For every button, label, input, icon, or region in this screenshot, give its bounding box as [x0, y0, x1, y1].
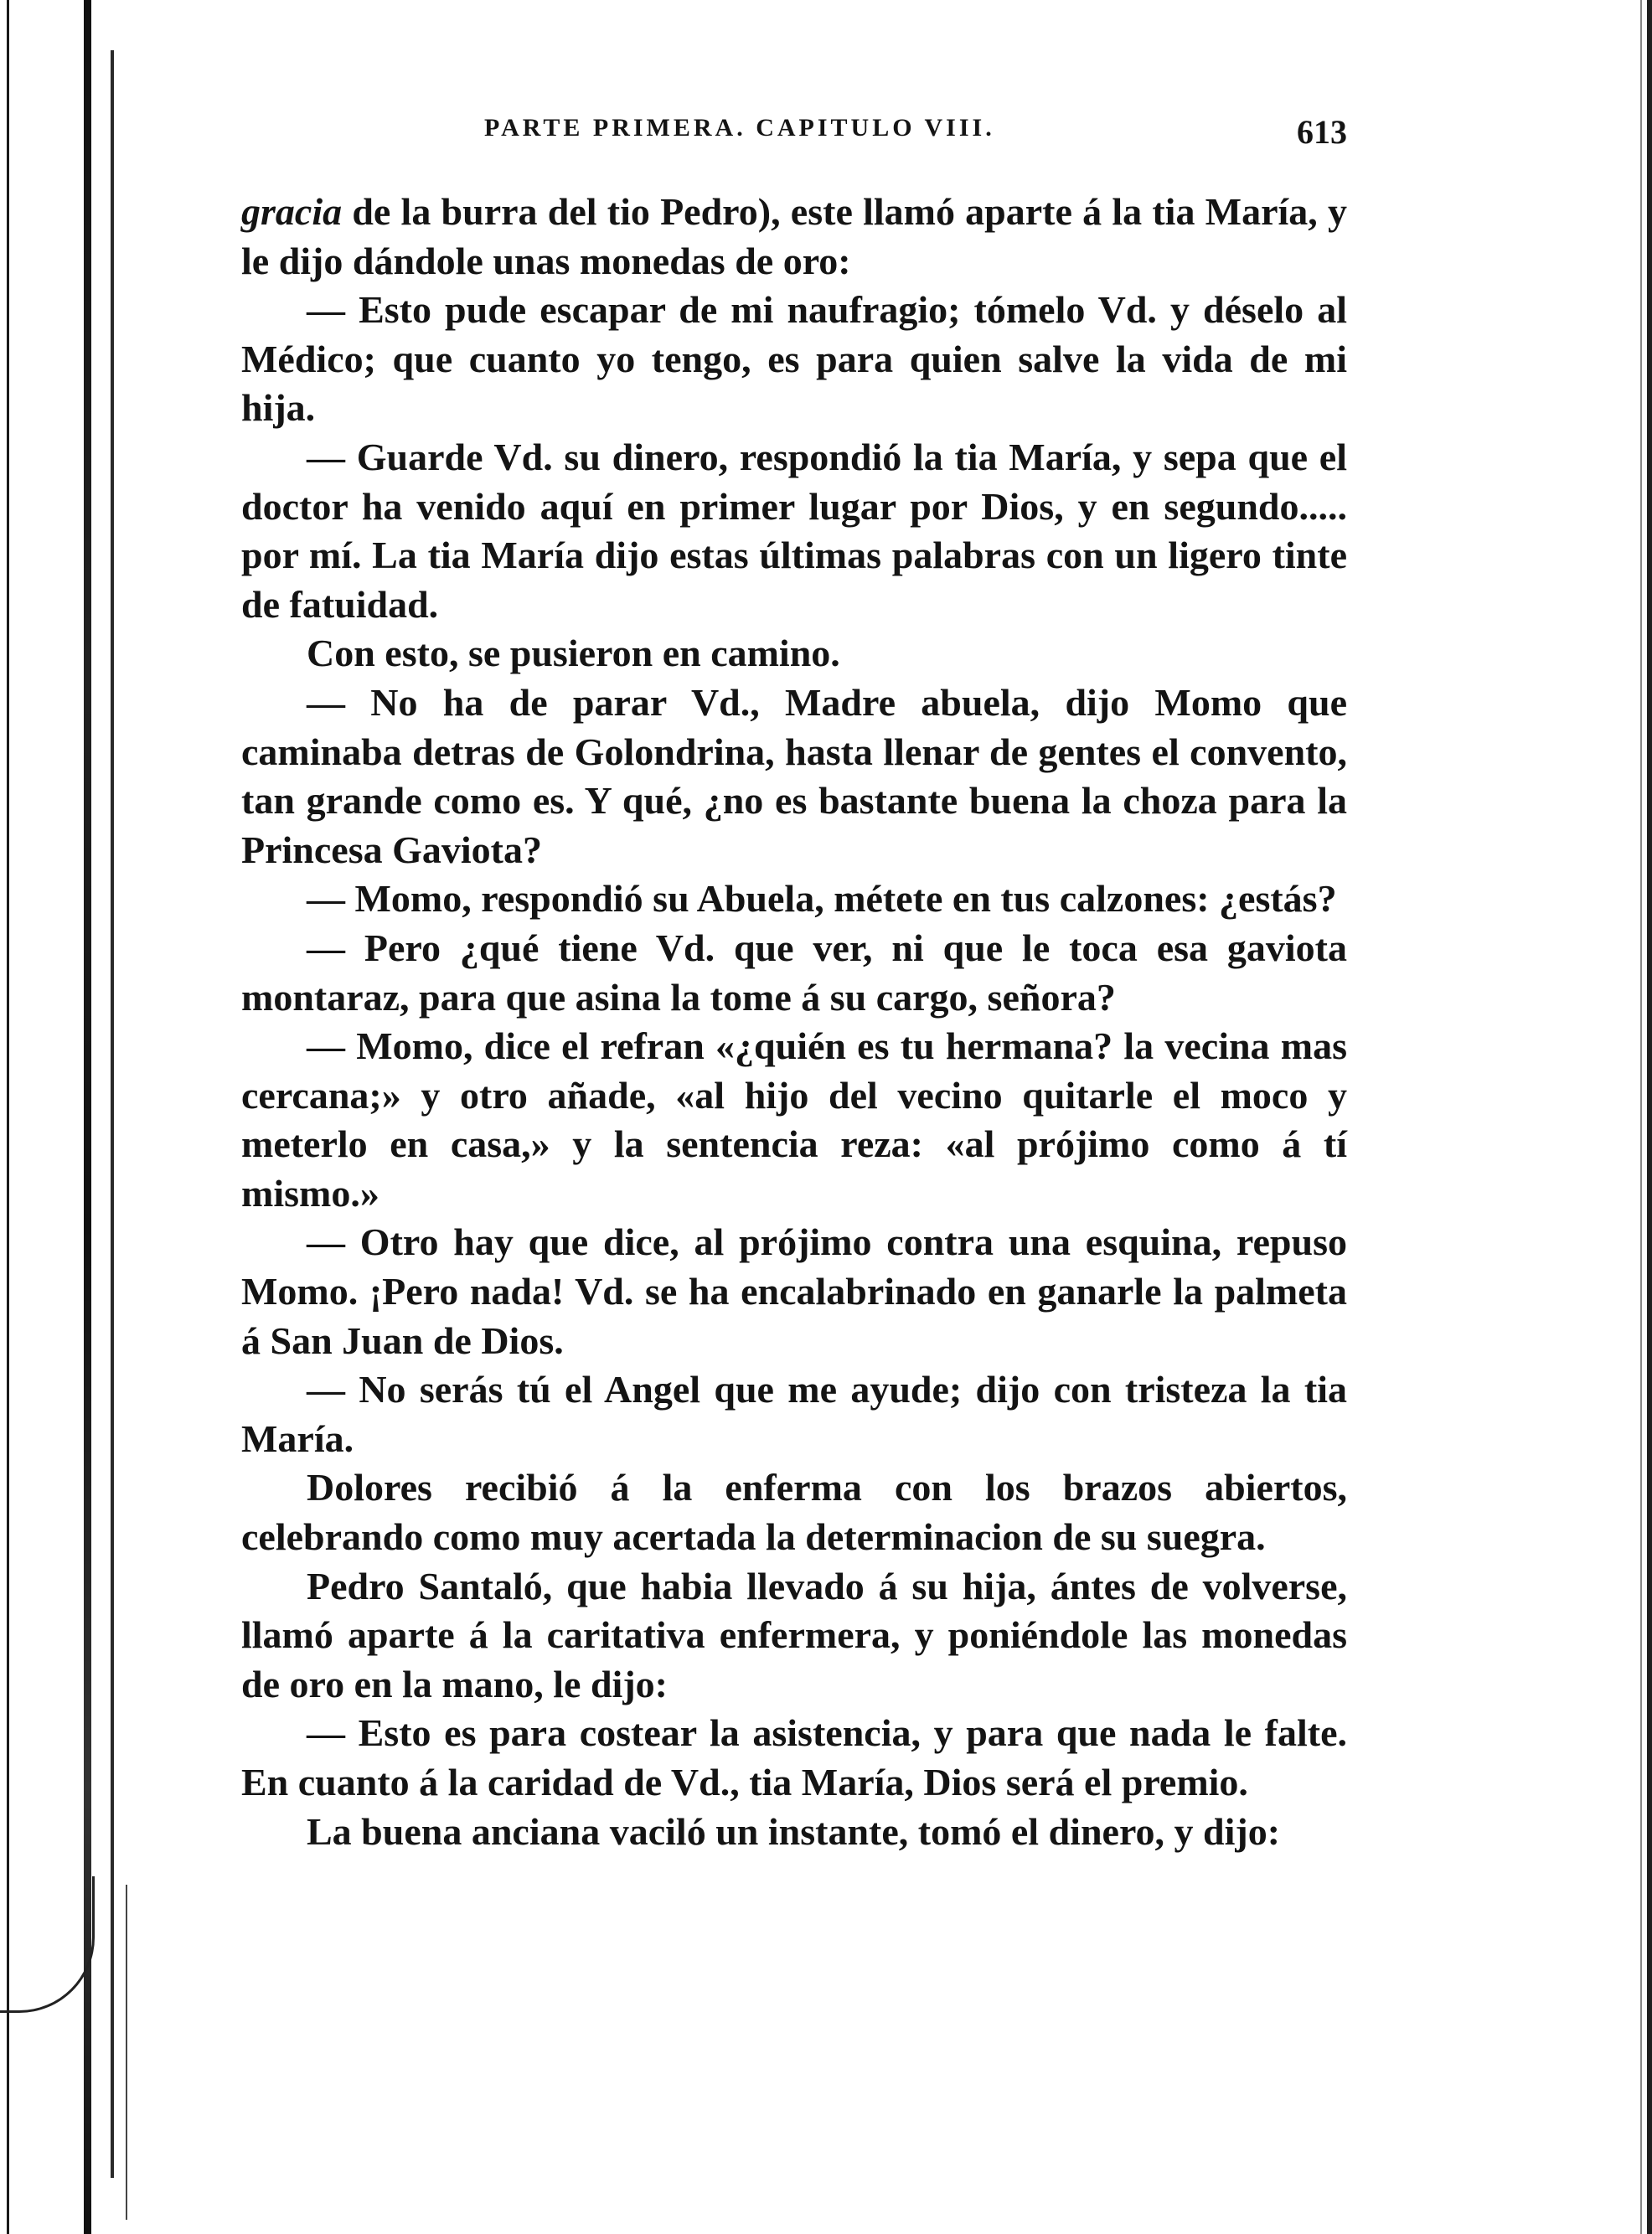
binding-curve	[0, 1876, 95, 2013]
paragraph	[241, 188, 1347, 286]
paragraph: Con esto, se pusieron en camino.	[307, 632, 840, 675]
paragraph-text: de la burra del tio Pedro), este llamó aparte á la tia María, y le dijo dándole unas monedas de oro:	[241, 190, 1347, 282]
binding-rule-thin	[126, 1885, 127, 2220]
paragraph: — Esto es para costear la asistencia, y para que nada le falte. En cuanto á la caridad de Vd., tia María, Dios será el premio.	[241, 1711, 1347, 1803]
page-right-edge-shadow	[1640, 0, 1642, 2234]
paragraph: — Pero ¿qué tiene Vd. que ver, ni que le toca esa gaviota montaraz, para que asina la tome á su cargo, señora?	[241, 926, 1347, 1019]
paragraph: La buena anciana vaciló un instante, tomó el dinero, y dijo:	[307, 1809, 1281, 1853]
paragraph: — Esto pude escapar de mi naufragio; tómelo Vd. y déselo al Médico; que cuanto yo tengo, es para quien salve la vida de mi hija.	[241, 288, 1347, 430]
page-number: 613	[1297, 113, 1347, 151]
running-head-title: PARTE PRIMERA. CAPITULO VIII.	[484, 114, 995, 142]
paragraph: — Guarde Vd. su dinero, respondió la tia María, y sepa que el doctor ha venido aquí en primer lugar por Dios, y en segundo..... por mí. La tia María dijo estas últimas palabras con un ligero tinte de fatuidad.	[241, 435, 1347, 626]
paragraph: — Momo, respondió su Abuela, métete en tus calzones: ¿estás?	[307, 877, 1337, 921]
paragraph: — Momo, dice el refran «¿quién es tu hermana? la vecina mas cercana;» y otro añade, «al hijo del vecino quitarle el moco y meterlo en casa,» y la sentencia reza: «al prójimo como á tí mismo.»	[241, 1024, 1347, 1215]
italic-word: gracia	[241, 190, 343, 233]
paragraph: — No serás tú el Angel que me ayude; dijo con tristeza la tia María.	[241, 1368, 1347, 1460]
running-head	[241, 102, 1347, 161]
body-text	[241, 188, 1347, 1856]
paragraph: — No ha de parar Vd., Madre abuela, dijo Momo que caminaba detras de Golondrina, hasta llenar de gentes el convento, tan grande como es. Y qué, ¿no es bastante buena la choza para la Princesa Gaviota?	[241, 680, 1347, 871]
book-page	[241, 102, 1347, 1856]
paragraph: Dolores recibió á la enferma con los brazos abiertos, celebrando como muy acertada la determinacion de su suegra.	[241, 1466, 1347, 1559]
book-binding-edge	[0, 0, 134, 2234]
page-right-edge	[1647, 0, 1652, 2234]
paragraph: Pedro Santaló, que habia llevado á su hija, ántes de volverse, llamó aparte á la caritativa enfermera, y poniéndole las monedas de oro en la mano, le dijo:	[241, 1564, 1347, 1705]
paragraph: — Otro hay que dice, al prójimo contra una esquina, repuso Momo. ¡Pero nada! Vd. se ha encalabrinado en ganarle la palmeta á San Juan de Dios.	[241, 1220, 1347, 1362]
binding-rule-inner	[111, 50, 114, 2178]
